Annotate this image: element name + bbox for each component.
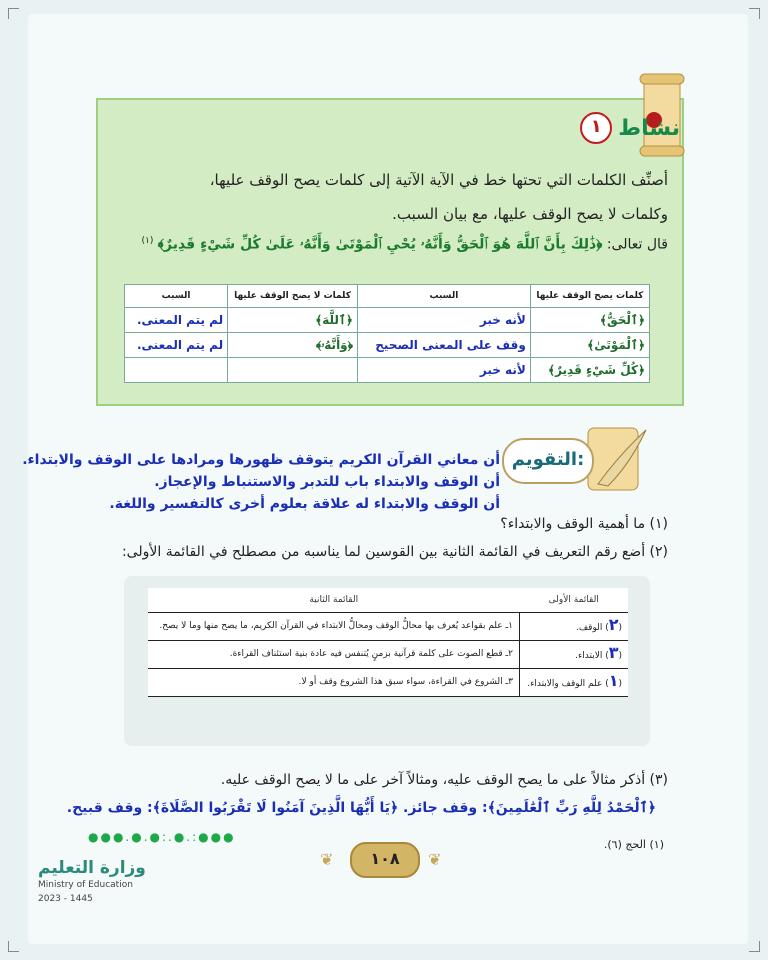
answer-line-3: أن الوقف والابتداء له علاقة بعلوم أخرى كالتفسير واللغة.: [109, 496, 500, 512]
term-label: الابتداء.: [575, 651, 603, 661]
classification-table: [124, 284, 650, 383]
reason-no: [125, 358, 228, 383]
table-row: [148, 669, 628, 697]
crop-mark: [8, 8, 19, 19]
evaluation-title: التقويم:: [502, 438, 594, 484]
matching-header-row: [148, 588, 628, 613]
answer-line-2: أن الوقف والابتداء باب للتدبر والاستنباط والإعجاز.: [154, 474, 500, 490]
match-answer: ٣: [608, 643, 619, 662]
term-cell: (٢) الوقف.: [520, 613, 629, 641]
ministry-english: Ministry of Education: [38, 880, 133, 890]
definition-cell: ١ـ علم بقواعد يُعرف بها محالُّ الوقف ومحالُّ الابتداء في القرآن الكريم، ما يصح منها وما لا يصح.: [148, 613, 520, 641]
matching-table: [148, 588, 628, 697]
word-no: [228, 358, 358, 383]
definition-cell: ٢ـ قطع الصوت على كلمة قرآنية بزمنٍ يُتنفس فيه عادة بنية استئناف القراءة.: [148, 641, 520, 669]
activity-instruction-line2: وكلمات لا يصح الوقف عليها، مع بيان السبب.: [392, 205, 668, 223]
match-answer: ١: [608, 671, 619, 690]
footnote: (١) الحج (٦).: [603, 838, 664, 851]
word-yes: ﴿ٱلْمَوْتَىٰ﴾: [530, 333, 649, 358]
answer-line-1: أن معاني القرآن الكريم يتوقف ظهورها ومرادها على الوقف والابتداء.: [22, 452, 500, 468]
ministry-arabic: وزارة التعليم: [38, 858, 146, 878]
question-2: (٢) أضع رقم التعريف في القائمة الثانية بين القوسين لما يناسبه من مصطلح في القائمة الأولى:: [121, 544, 668, 560]
term-cell: (٣) الابتداء.: [520, 641, 629, 669]
verse-intro: قال تعالى:: [606, 236, 668, 253]
table-header-row: [125, 285, 650, 308]
question-3: (٣) أذكر مثالاً على ما يصح الوقف عليه، ومثالاً آخر على ما لا يصح الوقف عليه.: [220, 772, 668, 788]
ornament-left-icon: ❦: [320, 850, 334, 869]
word-no: ﴿ٱللَّهَ﴾: [228, 308, 358, 333]
header-reason-no: السبب: [125, 285, 228, 308]
header-first-list: القائمة الأولى: [520, 588, 629, 613]
term-label: الوقف.: [575, 623, 603, 633]
table-row: [125, 308, 650, 333]
word-yes: ﴿كُلِّ شَيْءٍ قَدِيرٌ﴾: [530, 358, 649, 383]
crop-mark: [749, 8, 760, 19]
term-cell: (١) علم الوقف والابتداء.: [520, 669, 629, 697]
decorative-dots: ●●●.●.●:.●.:●●●: [88, 830, 236, 844]
question-1: (١) ما أهمية الوقف والابتداء؟: [500, 516, 668, 532]
verse-footnote-ref: (١): [141, 236, 154, 246]
crop-mark: [8, 941, 19, 952]
table-row: [125, 333, 650, 358]
ornament-right-icon: ❦: [428, 850, 442, 869]
header-second-list: القائمة الثانية: [148, 588, 520, 613]
activity-instruction-line1: أصنِّف الكلمات التي تحتها خط في الآية الآتية إلى كلمات يصح الوقف عليها،: [209, 171, 668, 189]
page-number: ١٠٨: [350, 842, 420, 878]
ministry-year: 2023 - 1445: [38, 894, 93, 904]
header-words-no: كلمات لا يصح الوقف عليها: [228, 285, 358, 308]
reason-yes: لأنه خبر: [357, 358, 530, 383]
table-row: [148, 641, 628, 669]
ministry-logo: [38, 858, 146, 904]
match-answer: ٢: [608, 615, 619, 634]
crop-mark: [749, 941, 760, 952]
header-words-yes: كلمات يصح الوقف عليها: [530, 285, 649, 308]
verse-text: ﴿ذَٰلِكَ بِأَنَّ ٱللَّهَ هُوَ ٱلْحَقُّ وَأَنَّهُۥ يُحْيِ ٱلْمَوْتَىٰ وَأَنَّهُۥ عَلَىٰ كُلِّ شَيْءٍ قَدِيرٌ﴾: [157, 236, 603, 253]
reason-yes: وقف على المعنى الصحيح: [357, 333, 530, 358]
reason-no: لم يتم المعنى.: [125, 308, 228, 333]
activity-header: [580, 108, 680, 148]
activity-number: ١: [580, 112, 612, 144]
activity-title: نشاط: [618, 115, 680, 141]
table-row: [125, 358, 650, 383]
verse-line: [108, 236, 668, 253]
definition-cell: ٣ـ الشروع في القراءة، سواء سبق هذا الشروع وقف أو لا.: [148, 669, 520, 697]
question-3-answer: ﴿ٱلْحَمْدُ لِلَّهِ رَبِّ ٱلْعَٰلَمِينَ﴾: وقف جائز. ﴿يَا أَيُّهَا الَّذِينَ آمَنُوا لَا تَقْرَبُوا الصَّلَاةَ﴾: وقف قبيح.: [66, 800, 656, 816]
term-label: علم الوقف والابتداء.: [527, 679, 603, 689]
header-reason-yes: السبب: [357, 285, 530, 308]
reason-yes: لأنه خبر: [357, 308, 530, 333]
word-no: ﴿وَأَنَّهُۥ﴾: [228, 333, 358, 358]
word-yes: ﴿ٱلْحَقُّ﴾: [530, 308, 649, 333]
reason-no: لم يتم المعنى.: [125, 333, 228, 358]
table-row: [148, 613, 628, 641]
